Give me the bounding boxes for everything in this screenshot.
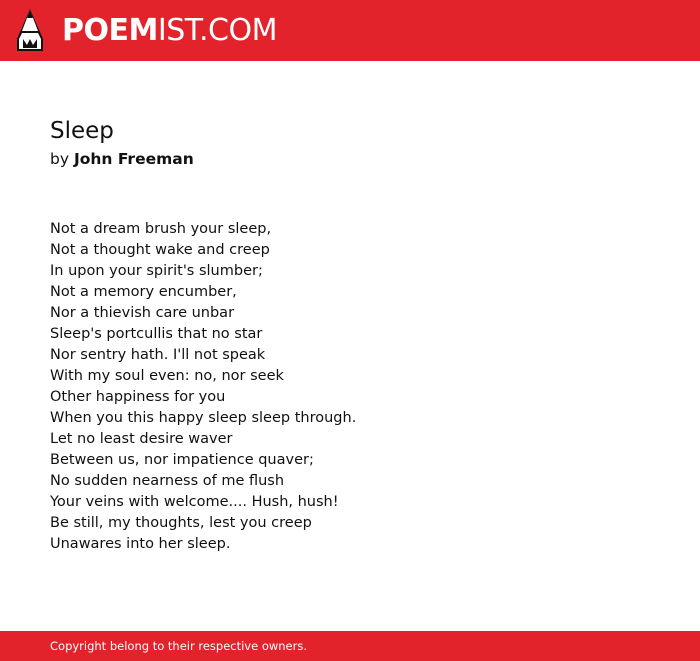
- pencil-tip-icon[interactable]: [17, 9, 43, 51]
- poem-line: Unawares into her sleep.: [50, 536, 231, 552]
- by-label: by: [50, 150, 70, 168]
- poem-line: Nor sentry hath. I'll not speak: [50, 347, 266, 363]
- poem-line: Not a thought wake and creep: [50, 242, 270, 258]
- site-footer: [0, 631, 700, 661]
- poem-line: Be still, my thoughts, lest you creep: [50, 515, 312, 531]
- copyright-text: Copyright belong to their respective owners.: [50, 639, 308, 653]
- poem-line: Not a dream brush your sleep,: [50, 221, 272, 237]
- poem-line: In upon your spirit's slumber;: [50, 263, 263, 279]
- poem-line: Sleep's portcullis that no star: [50, 326, 263, 342]
- poem-line: Nor a thievish care unbar: [50, 305, 235, 321]
- poem-title: Sleep: [50, 118, 114, 144]
- poem-line: Between us, nor impatience quaver;: [50, 452, 314, 468]
- poem-line: Not a memory encumber,: [50, 284, 237, 300]
- poem-line: No sudden nearness of me flush: [50, 473, 285, 489]
- poem-line: Let no least desire waver: [50, 431, 233, 447]
- byline: [50, 148, 650, 170]
- poem-body: [50, 219, 650, 555]
- poem-line: Other happiness for you: [50, 389, 226, 405]
- poem-header: [50, 116, 650, 170]
- poem-line: Your veins with welcome.... Hush, hush!: [50, 494, 339, 510]
- poem-line: When you this happy sleep sleep through.: [50, 410, 357, 426]
- poem-line: With my soul even: no, nor seek: [50, 368, 284, 384]
- site-header: [0, 0, 700, 61]
- author-name: John Freeman: [73, 150, 194, 168]
- logo-bold-text: POEM: [62, 13, 158, 48]
- logo-light-text: IST.COM: [157, 13, 277, 48]
- site-logo[interactable]: [62, 13, 277, 49]
